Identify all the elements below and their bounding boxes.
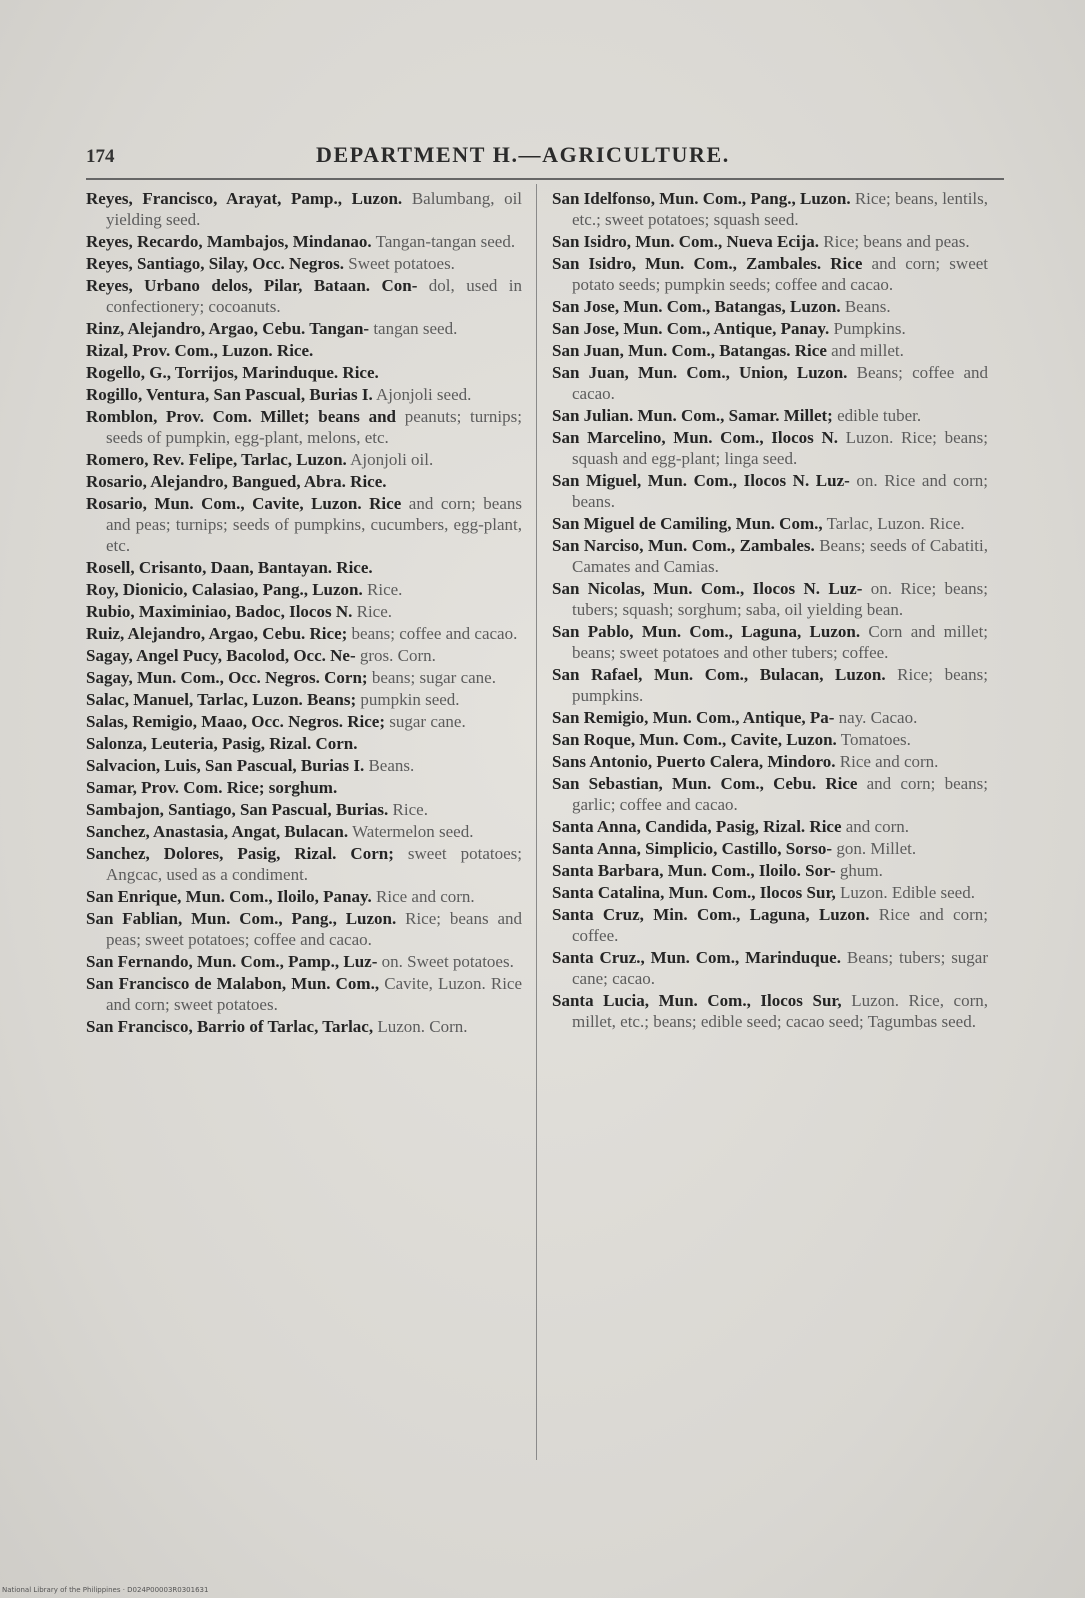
- entry-name: Santa Lucia, Mun. Com., Ilocos Sur,: [552, 991, 842, 1010]
- column-divider: [536, 184, 537, 1460]
- directory-entry: [552, 470, 988, 512]
- entry-description: pumpkin seed.: [360, 690, 460, 709]
- entry-name: Rinz, Alejandro, Argao, Cebu. Tangan-: [86, 319, 370, 338]
- entry-name: Salac, Manuel, Tarlac, Luzon. Beans;: [86, 690, 357, 709]
- right-column: [552, 188, 988, 1033]
- entry-description: Beans.: [368, 756, 415, 775]
- entry-name: Romero, Rev. Felipe, Tarlac, Luzon.: [86, 450, 347, 469]
- entry-description: Rice and corn.: [376, 887, 475, 906]
- entry-description: Tangan-tangan seed.: [375, 232, 516, 251]
- entry-name: Santa Cruz, Min. Com., Laguna, Luzon.: [552, 905, 870, 924]
- directory-entry: [86, 493, 522, 556]
- entry-description: tangan seed.: [373, 319, 458, 338]
- entry-description: Watermelon seed.: [352, 822, 474, 841]
- entry-name: San Francisco de Malabon, Mun. Com.,: [86, 974, 380, 993]
- entry-description: and corn; sweet potato seeds; pumpkin seeds; coffee and cacao.: [572, 254, 989, 294]
- directory-entry: [86, 886, 522, 907]
- entry-description: on. Rice and corn; beans.: [572, 471, 988, 511]
- entry-description: Rice and corn; coffee.: [572, 905, 988, 945]
- directory-entry: [552, 318, 988, 339]
- entry-description: ghum.: [839, 861, 883, 880]
- entry-name: San Isidro, Mun. Com., Zambales. Rice: [552, 254, 863, 273]
- directory-entry: [552, 860, 988, 881]
- entry-name: Sagay, Mun. Com., Occ. Negros. Corn;: [86, 668, 368, 687]
- entry-name: Sans Antonio, Puerto Calera, Mindoro.: [552, 752, 836, 771]
- directory-entry: [86, 711, 522, 732]
- entry-name: Rogillo, Ventura, San Pascual, Burias I.: [86, 385, 373, 404]
- entry-name: Rogello, G., Torrijos, Marinduque. Rice.: [86, 363, 379, 382]
- directory-entry: [552, 427, 988, 469]
- entry-name: Reyes, Urbano delos, Pilar, Bataan. Con-: [86, 276, 418, 295]
- directory-entry: [552, 729, 988, 750]
- entry-name: Ruiz, Alejandro, Argao, Cebu. Rice;: [86, 624, 348, 643]
- entry-description: Rice; beans, lentils, etc.; sweet potatoes; squash seed.: [572, 189, 989, 229]
- entry-name: San Roque, Mun. Com., Cavite, Luzon.: [552, 730, 837, 749]
- entry-description: gros. Corn.: [359, 646, 436, 665]
- entry-description: Rice; beans and peas; sweet potatoes; coffee and cacao.: [106, 909, 522, 949]
- directory-entry: [86, 951, 522, 972]
- directory-entry: [86, 689, 522, 710]
- entry-name: Rubio, Maximiniao, Badoc, Ilocos N.: [86, 602, 353, 621]
- entry-name: San Julian. Mun. Com., Samar. Millet;: [552, 406, 833, 425]
- directory-entry: [552, 621, 988, 663]
- directory-entry: [86, 471, 522, 492]
- entry-description: and corn; beans and peas; turnips; seeds of pumpkins, cucumbers, egg-plant, etc.: [106, 494, 523, 555]
- directory-entry: [86, 973, 522, 1015]
- entry-name: San Pablo, Mun. Com., Laguna, Luzon.: [552, 622, 861, 641]
- entry-description: Balumbang, oil yielding seed.: [106, 189, 523, 229]
- entry-description: Cavite, Luzon. Rice and corn; sweet potatoes.: [106, 974, 523, 1014]
- entry-name: San Miguel de Camiling, Mun. Com.,: [552, 514, 823, 533]
- directory-entry: [86, 645, 522, 666]
- directory-entry: [86, 231, 522, 252]
- entry-name: San Isidro, Mun. Com., Nueva Ecija.: [552, 232, 819, 251]
- entry-description: beans; sugar cane.: [371, 668, 496, 687]
- entry-description: sugar cane.: [389, 712, 466, 731]
- directory-entry: [86, 406, 522, 448]
- entry-name: Romblon, Prov. Com. Millet; beans and: [86, 407, 396, 426]
- directory-entry: [552, 773, 988, 815]
- entry-description: Rice and corn.: [839, 752, 939, 771]
- directory-entry: [86, 755, 522, 776]
- entry-description: Rice; beans and peas.: [823, 232, 970, 251]
- entry-name: Sanchez, Anastasia, Angat, Bulacan.: [86, 822, 349, 841]
- entry-description: and millet.: [831, 341, 904, 360]
- entry-name: Rizal, Prov. Com., Luzon. Rice.: [86, 341, 314, 360]
- entry-name: Reyes, Francisco, Arayat, Pamp., Luzon.: [86, 189, 403, 208]
- directory-entry: [86, 384, 522, 405]
- directory-entry: [552, 578, 988, 620]
- entry-description: Tarlac, Luzon. Rice.: [826, 514, 965, 533]
- entry-description: peanuts; turnips; seeds of pumpkin, egg-plant, melons, etc.: [106, 407, 522, 447]
- entry-name: Sambajon, Santiago, San Pascual, Burias.: [86, 800, 389, 819]
- entry-description: Luzon. Edible seed.: [839, 883, 975, 902]
- entry-description: Pumpkins.: [833, 319, 906, 338]
- entry-description: on. Rice; beans; tubers; squash; sorghum; saba, oil yielding bean.: [572, 579, 988, 619]
- entry-name: Sagay, Angel Pucy, Bacolod, Occ. Ne-: [86, 646, 356, 665]
- entry-name: San Narciso, Mun. Com., Zambales.: [552, 536, 815, 555]
- entry-description: Rice.: [367, 580, 403, 599]
- entry-description: Corn and millet; beans; sweet potatoes and other tubers; coffee.: [572, 622, 989, 662]
- entry-description: Sweet potatoes.: [348, 254, 455, 273]
- entry-description: dol, used in confectionery; cocoanuts.: [106, 276, 523, 316]
- directory-entry: [86, 579, 522, 600]
- entry-name: Santa Catalina, Mun. Com., Ilocos Sur,: [552, 883, 836, 902]
- entry-name: Rosario, Mun. Com., Cavite, Luzon. Rice: [86, 494, 402, 513]
- library-footer: National Library of the Philippines · D024P00003R0301631: [2, 1586, 209, 1594]
- entry-description: Tomatoes.: [840, 730, 911, 749]
- entry-name: Roy, Dionicio, Calasiao, Pang., Luzon.: [86, 580, 363, 599]
- directory-entry: [552, 340, 988, 361]
- directory-entry: [86, 188, 522, 230]
- header-rule: [86, 178, 1004, 180]
- directory-entry: [86, 1016, 522, 1037]
- entry-description: and corn.: [845, 817, 910, 836]
- entry-description: Luzon. Corn.: [377, 1017, 468, 1036]
- entry-name: Santa Anna, Simplicio, Castillo, Sorso-: [552, 839, 833, 858]
- entry-name: San Jose, Mun. Com., Batangas, Luzon.: [552, 297, 841, 316]
- directory-entry: [552, 838, 988, 859]
- entry-name: San Rafael, Mun. Com., Bulacan, Luzon.: [552, 665, 886, 684]
- entry-name: Reyes, Recardo, Mambajos, Mindanao.: [86, 232, 372, 251]
- entry-name: San Francisco, Barrio of Tarlac, Tarlac,: [86, 1017, 374, 1036]
- entry-description: beans; coffee and cacao.: [351, 624, 518, 643]
- entry-name: Santa Barbara, Mun. Com., Iloilo. Sor-: [552, 861, 836, 880]
- directory-entry: [86, 557, 522, 578]
- entry-name: San Sebastian, Mun. Com., Cebu. Rice: [552, 774, 858, 793]
- entry-name: Sanchez, Dolores, Pasig, Rizal. Corn;: [86, 844, 394, 863]
- entry-name: Santa Anna, Candida, Pasig, Rizal. Rice: [552, 817, 842, 836]
- entry-name: San Fernando, Mun. Com., Pamp., Luz-: [86, 952, 378, 971]
- entry-name: San Juan, Mun. Com., Union, Luzon.: [552, 363, 848, 382]
- entry-description: nay. Cacao.: [838, 708, 918, 727]
- directory-entry: [86, 623, 522, 644]
- entry-description: Luzon. Rice; beans; squash and egg-plant; linga seed.: [572, 428, 989, 468]
- directory-entry: [86, 362, 522, 383]
- directory-entry: [86, 667, 522, 688]
- entry-description: Rice.: [356, 602, 393, 621]
- directory-entry: [86, 275, 522, 317]
- entry-description: on. Sweet potatoes.: [381, 952, 514, 971]
- directory-entry: [552, 188, 988, 230]
- page-number: 174: [86, 146, 115, 167]
- directory-entry: [552, 535, 988, 577]
- entry-name: San Enrique, Mun. Com., Iloilo, Panay.: [86, 887, 372, 906]
- entry-description: Ajonjoli oil.: [350, 450, 434, 469]
- entry-description: Rice.: [392, 800, 428, 819]
- running-title: DEPARTMENT H.—AGRICULTURE.: [316, 142, 730, 167]
- directory-entry: [552, 513, 988, 534]
- entry-name: San Miguel, Mun. Com., Ilocos N. Luz-: [552, 471, 850, 490]
- entry-name: Reyes, Santiago, Silay, Occ. Negros.: [86, 254, 344, 273]
- entry-description: Beans; tubers; sugar cane; cacao.: [572, 948, 989, 988]
- entry-name: San Idelfonso, Mun. Com., Pang., Luzon.: [552, 189, 851, 208]
- entry-description: Rice; beans; pumpkins.: [572, 665, 988, 705]
- directory-entry: [86, 777, 522, 798]
- entry-name: San Nicolas, Mun. Com., Ilocos N. Luz-: [552, 579, 863, 598]
- entry-name: Salonza, Leuteria, Pasig, Rizal. Corn.: [86, 734, 358, 753]
- directory-entry: [86, 799, 522, 820]
- directory-entry: [552, 990, 988, 1032]
- directory-entry: [552, 904, 988, 946]
- entry-name: San Remigio, Mun. Com., Antique, Pa-: [552, 708, 835, 727]
- directory-entry: [552, 296, 988, 317]
- entry-description: sweet potatoes; Angcac, used as a condiment.: [106, 844, 522, 884]
- directory-entry: [552, 947, 988, 989]
- directory-entry: [86, 253, 522, 274]
- entry-name: Salas, Remigio, Maao, Occ. Negros. Rice;: [86, 712, 386, 731]
- directory-entry: [552, 707, 988, 728]
- entry-description: Beans; seeds of Cabatiti, Camates and Camias.: [572, 536, 988, 576]
- entry-description: Beans.: [844, 297, 891, 316]
- entry-name: Samar, Prov. Com. Rice; sorghum.: [86, 778, 338, 797]
- directory-entry: [552, 253, 988, 295]
- entry-description: and corn; beans; garlic; coffee and cacao.: [572, 774, 988, 814]
- directory-entry: [86, 821, 522, 842]
- entry-description: Ajonjoli seed.: [376, 385, 472, 404]
- entry-name: Rosell, Crisanto, Daan, Bantayan. Rice.: [86, 558, 373, 577]
- directory-entry: [552, 751, 988, 772]
- page-header: [86, 142, 1004, 178]
- left-column: [86, 188, 522, 1038]
- entry-name: San Juan, Mun. Com., Batangas. Rice: [552, 341, 827, 360]
- directory-entry: [552, 405, 988, 426]
- entry-name: Santa Cruz., Mun. Com., Marinduque.: [552, 948, 841, 967]
- directory-entry: [552, 664, 988, 706]
- directory-entry: [552, 882, 988, 903]
- directory-entry: [86, 601, 522, 622]
- entry-name: Rosario, Alejandro, Bangued, Abra. Rice.: [86, 472, 387, 491]
- directory-entry: [86, 908, 522, 950]
- directory-entry: [86, 843, 522, 885]
- directory-entry: [552, 816, 988, 837]
- directory-entry: [86, 340, 522, 361]
- directory-entry: [86, 449, 522, 470]
- directory-entry: [86, 318, 522, 339]
- entry-name: San Fablian, Mun. Com., Pang., Luzon.: [86, 909, 397, 928]
- entry-description: Beans; coffee and cacao.: [572, 363, 988, 403]
- entry-name: San Jose, Mun. Com., Antique, Panay.: [552, 319, 830, 338]
- entry-description: gon. Millet.: [836, 839, 917, 858]
- entry-name: Salvacion, Luis, San Pascual, Burias I.: [86, 756, 365, 775]
- directory-entry: [552, 362, 988, 404]
- entry-description: Luzon. Rice, corn, millet, etc.; beans; edible seed; cacao seed; Tagumbas seed.: [572, 991, 989, 1031]
- directory-entry: [552, 231, 988, 252]
- entry-name: San Marcelino, Mun. Com., Ilocos N.: [552, 428, 838, 447]
- entry-description: edible tuber.: [837, 406, 922, 425]
- directory-entry: [86, 733, 522, 754]
